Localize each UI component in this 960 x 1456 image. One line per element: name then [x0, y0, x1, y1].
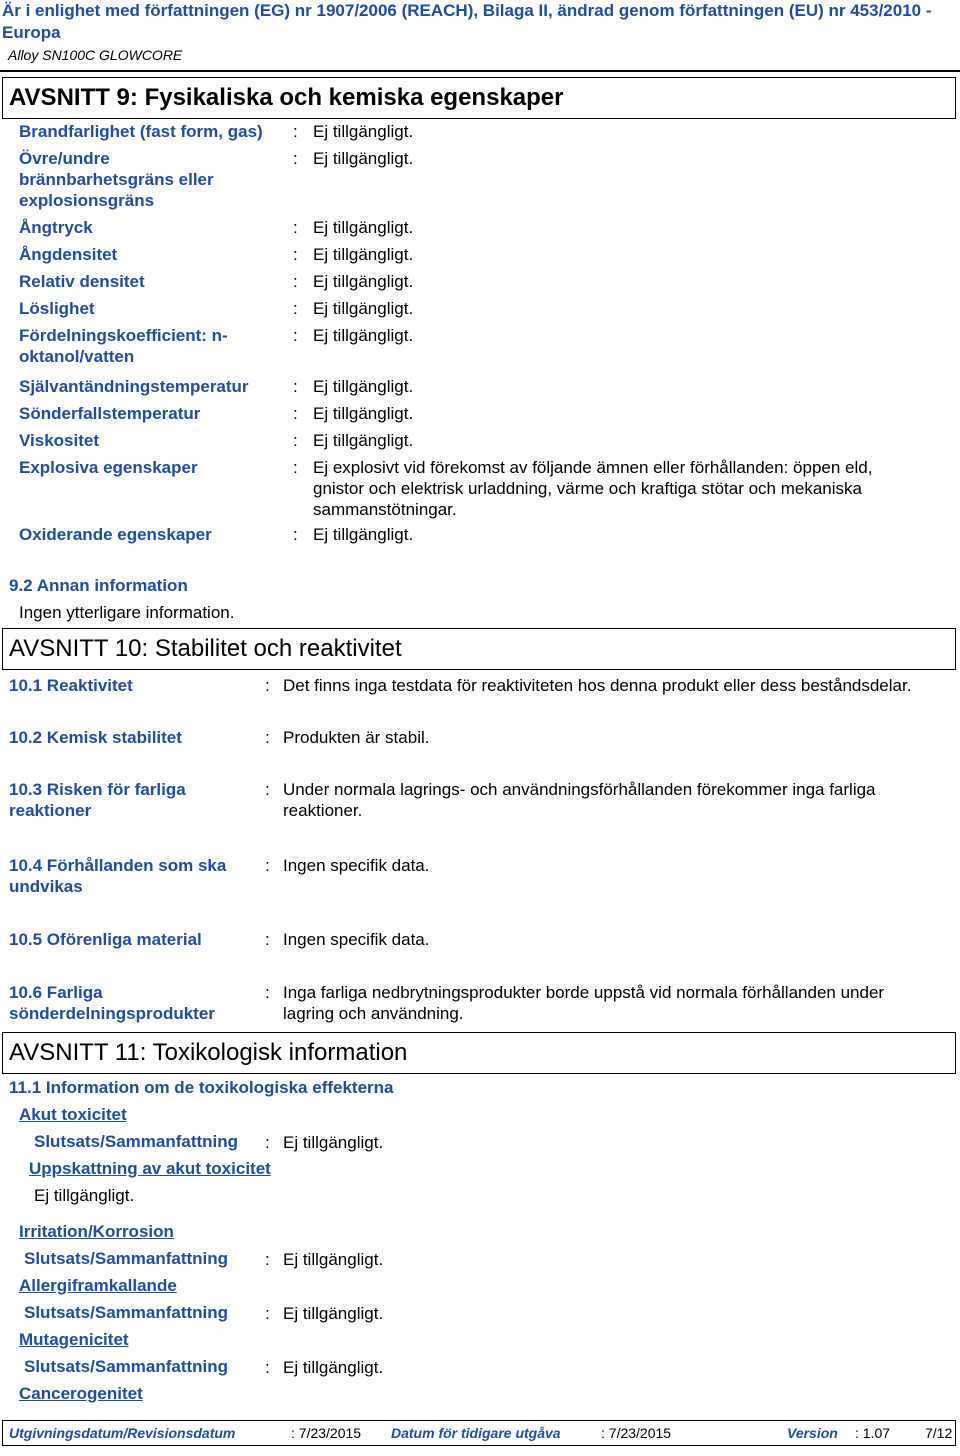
item-value: Det finns inga testdata för reaktiviteten hos denna produkt eller dess beståndsdelar.: [283, 676, 912, 695]
footer-page-number: 7/12: [925, 1425, 953, 1441]
prop-value: Ej tillgängligt.: [313, 149, 414, 168]
item-value: Produkten är stabil.: [283, 728, 430, 747]
summary-label: Slutsats/Sammanfattning: [24, 1303, 229, 1322]
prop-value: Ej tillgängligt.: [313, 218, 414, 237]
subsection-11-1-title: 11.1 Information om de toxikologiska effekterna: [9, 1078, 394, 1097]
item-value: Ingen specifik data.: [283, 856, 430, 875]
prop-value: Ej tillgängligt.: [313, 431, 414, 450]
prop-value: Ej tillgängligt.: [313, 245, 414, 264]
product-name: Alloy SN100C GLOWCORE: [8, 47, 183, 63]
footer-issue-label: Utgivningsdatum/Revisionsdatum: [9, 1425, 236, 1441]
item-value: Inga farliga nedbrytningsprodukter borde uppstå vid normala förhållanden under lagring och användning.: [283, 983, 885, 1023]
document-header: Är i enlighet med författningen (EG) nr 1907/2006 (REACH), Bilaga II, ändrad genom författningen (EU) nr 453/2010 - Europa: [2, 1, 932, 42]
item-label: 10.6 Farliga sönderdelningsprodukter: [9, 983, 215, 1023]
prop-value: Ej tillgängligt.: [313, 326, 414, 345]
summary-value: Ej tillgängligt.: [283, 1250, 384, 1269]
item-label: 10.4 Förhållanden som ska undvikas: [9, 856, 227, 896]
section-10-title: AVSNITT 10: Stabilitet och reaktivitet: [2, 628, 956, 670]
summary-label: Slutsats/Sammanfattning: [24, 1249, 229, 1268]
acute-estimate-heading: Uppskattning av akut toxicitet: [29, 1159, 271, 1178]
prop-value: Ej tillgängligt.: [313, 525, 414, 544]
allergy-heading: Allergiframkallande: [19, 1276, 177, 1295]
prop-value: Ej tillgängligt.: [313, 272, 414, 291]
section-9-title: AVSNITT 9: Fysikaliska och kemiska egenskaper: [2, 77, 956, 119]
irritation-heading: Irritation/Korrosion: [19, 1222, 174, 1241]
prop-label: Relativ densitet: [19, 272, 145, 291]
prop-value: Ej tillgängligt.: [313, 377, 414, 396]
prop-value: Ej tillgängligt.: [313, 404, 414, 423]
footer-version-label: Version: [787, 1425, 838, 1441]
prop-label: Löslighet: [19, 299, 95, 318]
prop-label: Brandfarlighet (fast form, gas): [19, 122, 263, 141]
acute-estimate-value: Ej tillgängligt.: [34, 1186, 135, 1205]
item-value: Ingen specifik data.: [283, 930, 430, 949]
item-value: Under normala lagrings- och användningsförhållanden förekommer inga farliga reaktioner.: [283, 780, 876, 820]
header-rule: [0, 70, 960, 72]
prop-label: Fördelningskoefficient: n-oktanol/vatten: [19, 326, 228, 366]
prop-label: Explosiva egenskaper: [19, 458, 198, 477]
prop-value: Ej tillgängligt.: [313, 299, 414, 318]
footer-prev-value: : 7/23/2015: [601, 1425, 672, 1441]
summary-label: Slutsats/Sammanfattning: [34, 1132, 239, 1151]
prop-value: Ej tillgängligt.: [313, 122, 414, 141]
prop-label: Oxiderande egenskaper: [19, 525, 212, 544]
item-label: 10.2 Kemisk stabilitet: [9, 728, 182, 747]
carcinogenicity-heading: Cancerogenitet: [19, 1384, 143, 1403]
prop-label: Övre/undre brännbarhetsgräns eller explosionsgräns: [19, 149, 214, 210]
footer-issue-value: : 7/23/2015: [291, 1425, 362, 1441]
subsection-9-2-title: 9.2 Annan information: [9, 576, 188, 595]
prop-value: Ej explosivt vid förekomst av följande ämnen eller förhållanden: öppen eld, gnistor och elektrisk urladdning, värme och kraftiga stötar och mekaniska sammanstötningar.: [313, 458, 873, 519]
summary-value: Ej tillgängligt.: [283, 1133, 384, 1152]
subsection-9-2-text: Ingen ytterligare information.: [19, 603, 235, 622]
summary-value: Ej tillgängligt.: [283, 1304, 384, 1323]
prop-label: Självantändningstemperatur: [19, 377, 249, 396]
footer-prev-label: Datum för tidigare utgåva: [391, 1425, 561, 1441]
item-label: 10.1 Reaktivitet: [9, 676, 133, 695]
prop-label: Viskositet: [19, 431, 100, 450]
footer-version-value: : 1.07: [855, 1425, 891, 1441]
page-footer: [2, 1420, 956, 1446]
acute-toxicity-heading: Akut toxicitet: [19, 1105, 127, 1124]
prop-label: Ångtryck: [19, 218, 93, 237]
mutagenicity-heading: Mutagenicitet: [19, 1330, 129, 1349]
summary-value: Ej tillgängligt.: [283, 1358, 384, 1377]
prop-label: Ångdensitet: [19, 245, 118, 264]
prop-label: Sönderfallstemperatur: [19, 404, 201, 423]
item-label: 10.5 Oförenliga material: [9, 930, 202, 949]
summary-label: Slutsats/Sammanfattning: [24, 1357, 229, 1376]
section-11-title: AVSNITT 11: Toxikologisk information: [2, 1032, 956, 1074]
item-label: 10.3 Risken för farliga reaktioner: [9, 780, 186, 820]
